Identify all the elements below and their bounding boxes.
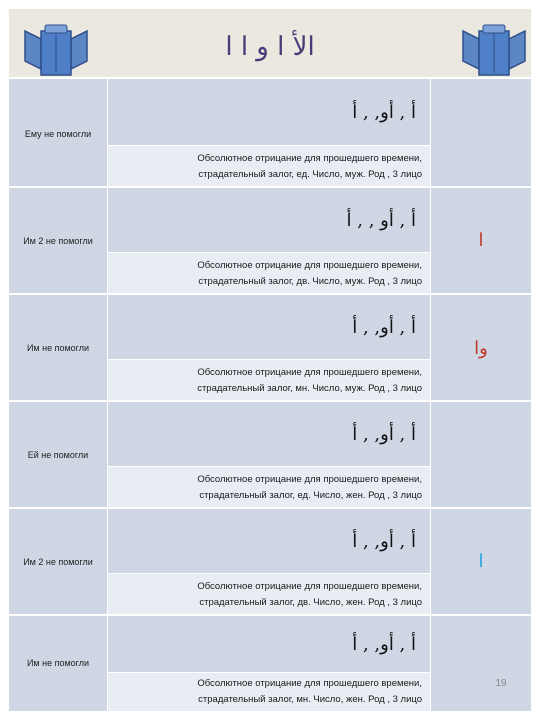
page-number: 19 (495, 678, 507, 689)
arabic-form: أ , أو, , أ (352, 423, 416, 445)
table-row (9, 614, 531, 711)
translation-label: Им 2 не помогли (23, 236, 93, 246)
arabic-form-cell (108, 509, 430, 573)
description-line: Обсолютное отрицание для прошедшего времени, (197, 678, 422, 689)
description (122, 472, 422, 504)
description (122, 258, 422, 290)
description (122, 151, 422, 183)
ending-marker-red: ا (478, 230, 484, 251)
ending-marker-red: وا (474, 338, 488, 359)
arabic-form: أ , أو, , أ (352, 101, 416, 123)
page-title: الأ ا و ا ا (225, 32, 315, 62)
conjugation-table (9, 79, 531, 711)
translation-label: Им не помогли (26, 658, 90, 668)
table-row (9, 400, 531, 507)
arabic-form: أ , أو, , أ (352, 633, 416, 655)
description-line: Обсолютное отрицание для прошедшего времени, (197, 260, 422, 271)
description-cell (108, 360, 430, 400)
description-cell (108, 467, 430, 507)
column-divider (430, 79, 431, 711)
description-cell (108, 146, 430, 186)
arabic-form: أ , أو, , أ (352, 530, 416, 552)
description (122, 579, 422, 611)
ending-marker-blue: ا (478, 551, 484, 572)
description-line: страдательный залог, ед. Число, жен. Род , 3 лицо (199, 490, 422, 501)
arabic-form-cell (108, 188, 430, 252)
slide-header (9, 9, 531, 77)
description-line: Обсолютное отрицание для прошедшего времени, (197, 153, 422, 164)
description (122, 365, 422, 397)
translation-label: Ей не помогли (27, 450, 89, 460)
scroll-banner-icon (461, 17, 527, 79)
description-line: Обсолютное отрицание для прошедшего времени, (197, 581, 422, 592)
translation-label: Им 2 не помогли (23, 557, 93, 567)
arabic-form-cell (108, 295, 430, 359)
description-line: страдательный залог, мн. Число, муж. Род , 3 лицо (197, 383, 422, 394)
description-line: Обсолютное отрицание для прошедшего времени, (197, 474, 422, 485)
description (122, 676, 422, 708)
description-line: страдательный залог, дв. Число, жен. Род , 3 лицо (199, 597, 422, 608)
scroll-banner-icon (23, 17, 89, 79)
description-cell (108, 253, 430, 293)
arabic-form: أ , أو, , أ (352, 316, 416, 338)
arabic-form: أ , أو , , أ (346, 209, 416, 231)
translation-label: Им не помогли (26, 343, 90, 353)
description-cell (108, 574, 430, 614)
arabic-form-cell (108, 402, 430, 466)
description-line: Обсолютное отрицание для прошедшего времени, (197, 367, 422, 378)
table-row (9, 79, 531, 186)
column-divider (107, 79, 108, 711)
description-line: страдательный залог, дв. Число, муж. Род , 3 лицо (198, 276, 422, 287)
translation-label: Ему не помогли (24, 129, 92, 139)
arabic-form-cell (108, 616, 430, 672)
arabic-form-cell (108, 79, 430, 145)
description-line: страдательный залог, ед. Число, муж. Род , 3 лицо (198, 169, 422, 180)
description-line: страдательный залог, мн. Число, жен. Род , 3 лицо (198, 694, 422, 705)
description-cell (108, 673, 430, 711)
